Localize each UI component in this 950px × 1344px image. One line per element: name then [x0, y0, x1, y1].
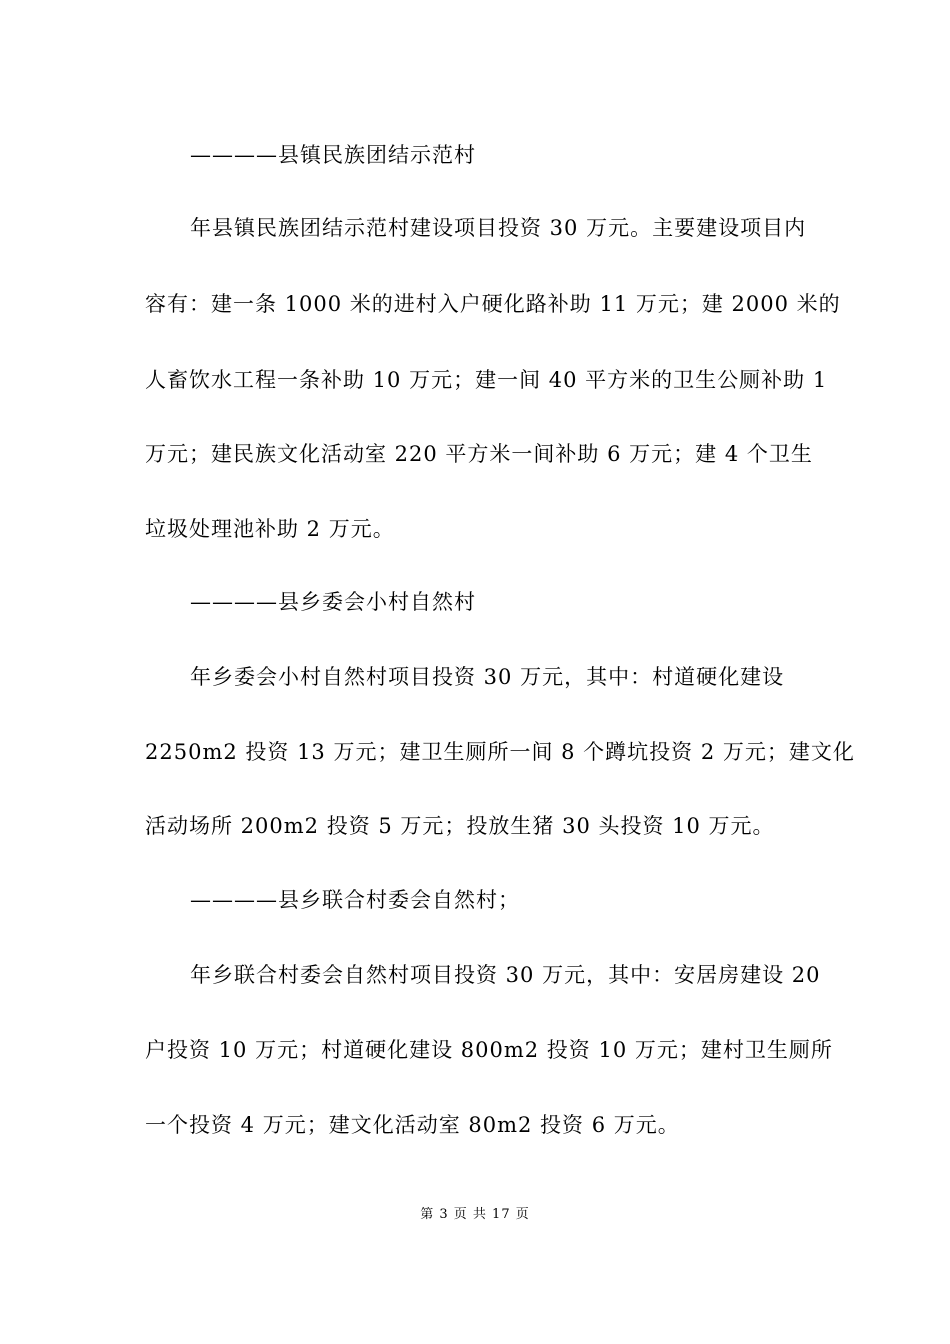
section-heading-1: ————县镇民族团结示范村: [190, 143, 476, 167]
paragraph-line: 户投资 10 万元；村道硬化建设 800m2 投资 10 万元；建村卫生厕所: [145, 1038, 833, 1062]
paragraph-line: 年乡联合村委会自然村项目投资 30 万元，其中：安居房建设 20: [190, 963, 821, 987]
paragraph-line: 年乡委会小村自然村项目投资 30 万元，其中：村道硬化建设: [190, 665, 785, 689]
paragraph-line: 一个投资 4 万元；建文化活动室 80m2 投资 6 万元。: [145, 1113, 680, 1137]
paragraph-line: 容有：建一条 1000 米的进村入户硬化路补助 11 万元；建 2000 米的: [145, 292, 841, 316]
paragraph-line: 活动场所 200m2 投资 5 万元；投放生猪 30 头投资 10 万元。: [145, 814, 775, 838]
paragraph-line: 人畜饮水工程一条补助 10 万元；建一间 40 平方米的卫生公厕补助 1: [145, 368, 828, 392]
section-heading-2: ————县乡委会小村自然村: [190, 590, 476, 614]
paragraph-line: 万元；建民族文化活动室 220 平方米一间补助 6 万元；建 4 个卫生: [145, 442, 813, 466]
section-heading-3: ————县乡联合村委会自然村；: [190, 888, 520, 912]
paragraph-line: 2250m2 投资 13 万元；建卫生厕所一间 8 个蹲坑投资 2 万元；建文化: [145, 740, 855, 764]
paragraph-line: 垃圾处理池补助 2 万元。: [145, 517, 395, 541]
paragraph-line: 年县镇民族团结示范村建设项目投资 30 万元。主要建设项目内: [190, 216, 807, 240]
page-number-footer: 第 3 页 共 17 页: [420, 1207, 530, 1222]
